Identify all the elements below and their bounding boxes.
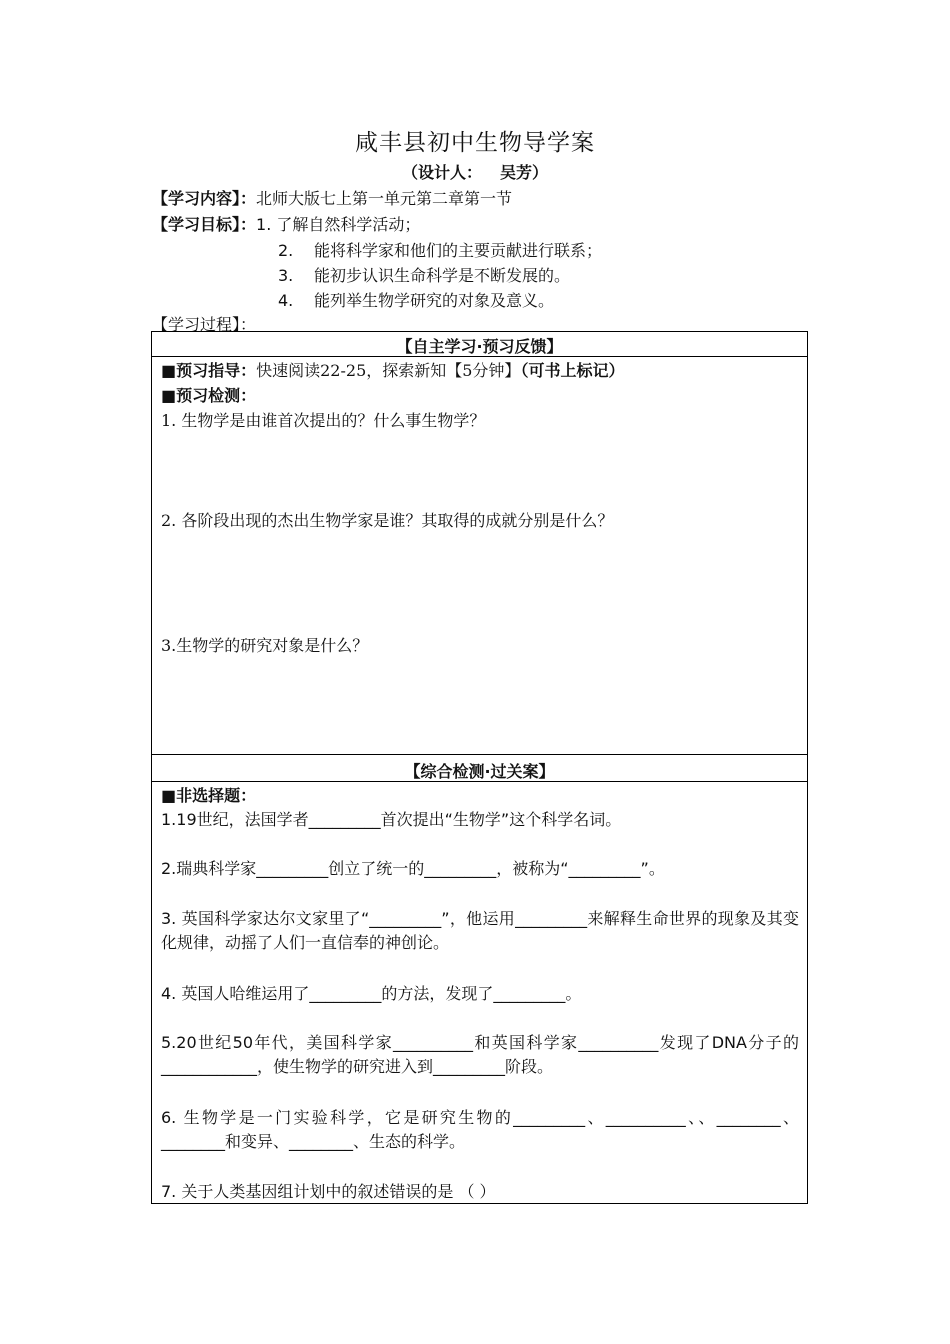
guide-text: 快速阅读22-25，探索新知【5分钟】 (256, 361, 521, 380)
goal-1-text: 了解自然科学活动； (276, 215, 421, 234)
guide-label: ■预习指导： (161, 361, 257, 380)
exercise-1: 1.19世纪，法国学者_________首次提出“生物学”这个科学名词。 (161, 810, 622, 829)
content-label: 【学习内容】： (152, 189, 257, 208)
page-title: 咸丰县初中生物导学案 (355, 130, 595, 156)
goal-3-num: 3. (278, 266, 294, 285)
non-choice-label: ■非选择题： (161, 786, 257, 805)
goals-label: 【学习目标】： (152, 215, 257, 234)
preview-guide (161, 359, 799, 383)
exercise-5: 5.20世纪50年代，美国科学家__________和英国科学家__________发现了DNA分子的____________，使生物学的研究进入到_________阶段。 (161, 1033, 799, 1076)
preview-question-1: 1. 生物学是由谁首次提出的？什么事生物学？ (161, 411, 486, 430)
exercise-6: 6. 生物学是一门实验科学，它是研究生物的_________、__________、、________、________和变异、________、生态的科学。 (161, 1108, 799, 1151)
section1-heading: 【自主学习·预习反馈】 (396, 337, 563, 356)
goal-2-text: 能将科学家和他们的主要贡献进行联系； (314, 241, 603, 260)
preview-question-3: 3.生物学的研究对象是什么？ (161, 636, 369, 655)
exercise-3: 3. 英国科学家达尔文家里了“_________”，他运用_________来解释生命世界的现象及其变化规律，动摇了人们一直信奉的神创论。 (161, 909, 799, 952)
exercise-2: 2.瑞典科学家_________创立了统一的_________，被称为“_________”。 (161, 859, 665, 878)
section2-heading: 【综合检测·过关案】 (404, 762, 555, 781)
guide-note: （可书上标记） (520, 361, 625, 380)
goal-2-num: 2. (278, 241, 294, 260)
divider (152, 781, 807, 782)
goals-line (152, 212, 420, 235)
goal-3 (278, 263, 570, 286)
goal-3-text: 能初步认识生命科学是不断发展的。 (314, 266, 571, 285)
check-label: ■预习检测： (161, 386, 257, 405)
divider (152, 356, 807, 357)
goal-1-num: 1. (256, 215, 272, 234)
goal-4-text: 能列举生物学研究的对象及意义。 (314, 291, 555, 310)
divider (152, 754, 807, 755)
designer-line (0, 160, 950, 183)
goal-4-num: 4. (278, 291, 294, 310)
designer-name: 吴芳） (500, 163, 549, 182)
preview-question-2: 2. 各阶段出现的杰出生物学家是谁？其取得的成就分别是什么？ (161, 511, 614, 530)
content-line (152, 186, 512, 209)
goal-4 (278, 288, 554, 311)
exercise-4: 4. 英国人哈维运用了_________的方法，发现了_________。 (161, 984, 582, 1003)
process-label: 【学习过程】： (152, 315, 257, 334)
exercise-7: 7. 关于人类基因组计划中的叙述错误的是 （ ） (161, 1182, 496, 1201)
goal-2 (278, 238, 602, 261)
content-value: 北师大版七上第一单元第二章第一节 (256, 189, 513, 208)
worksheet-table (151, 331, 808, 1204)
designer-label: （设计人： (401, 163, 482, 182)
